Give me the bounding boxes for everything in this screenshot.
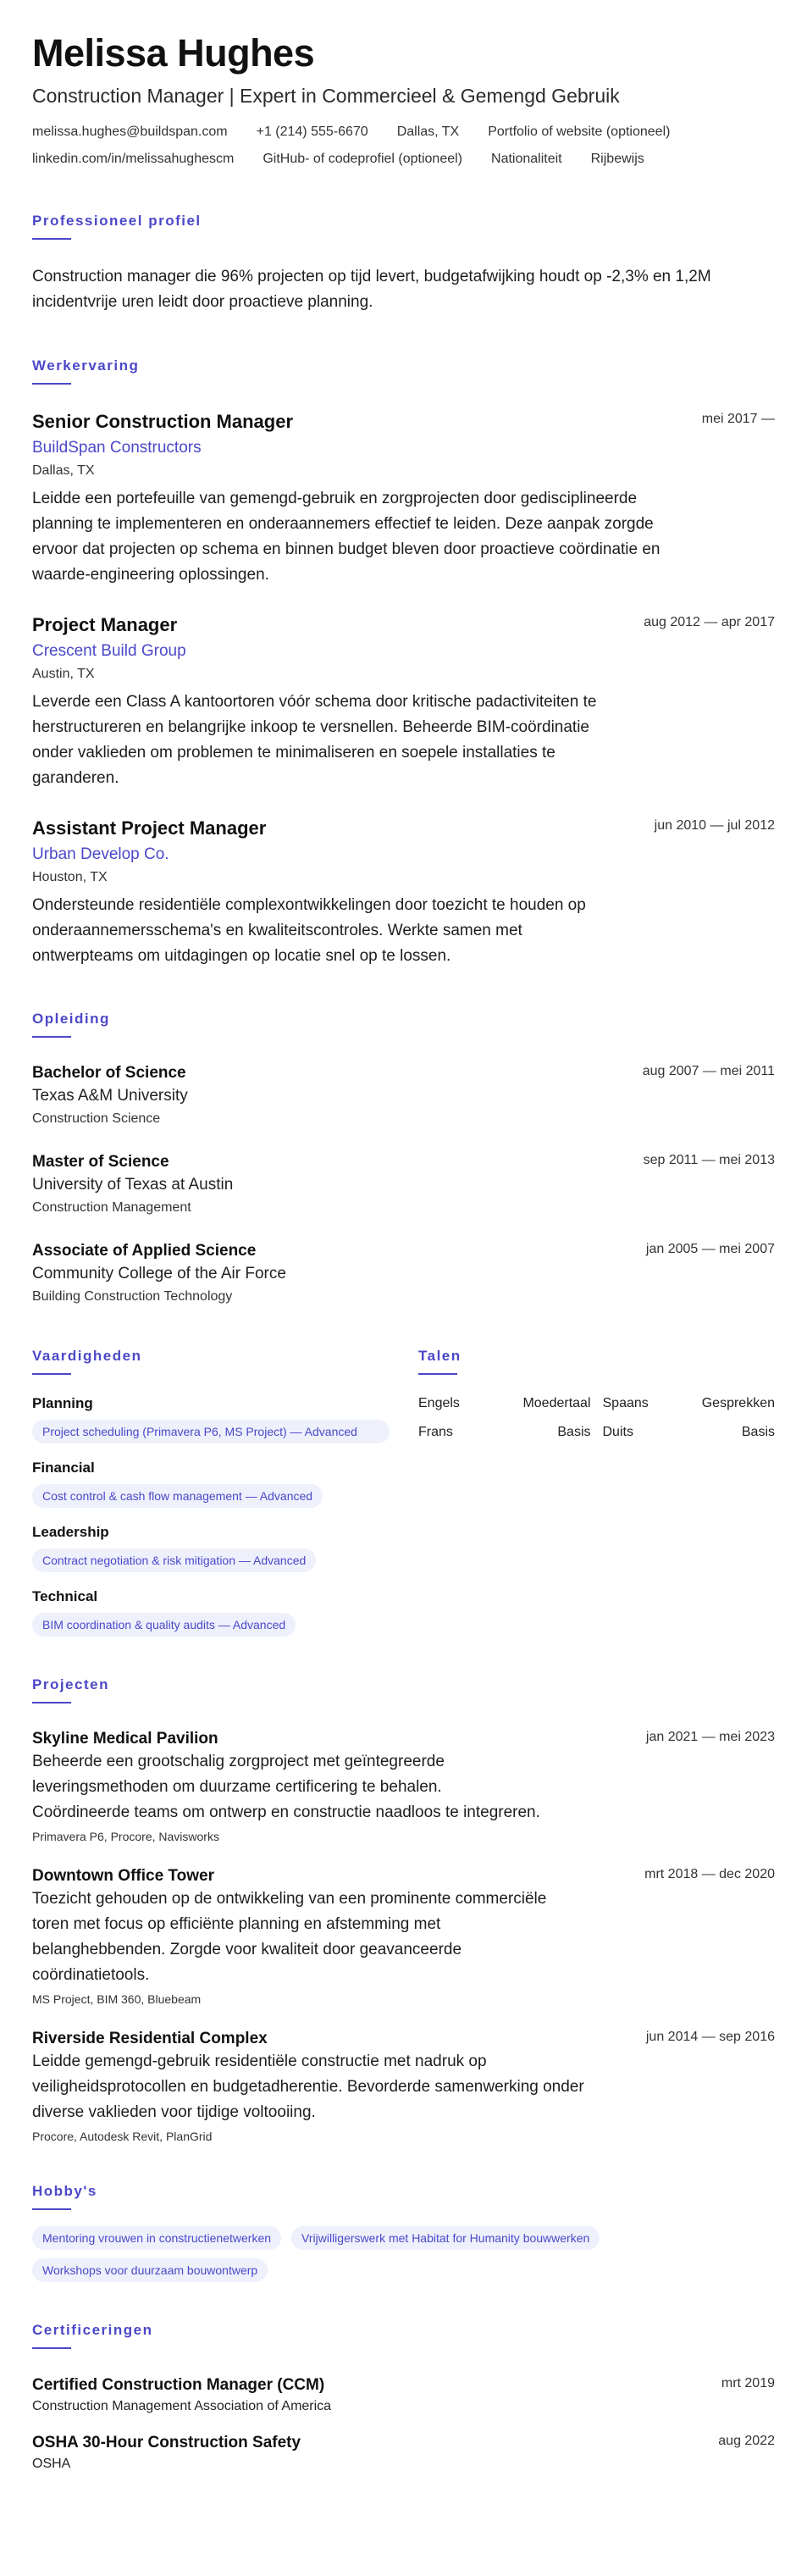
skill-group xyxy=(32,1394,390,1443)
hobbies-list xyxy=(32,2226,775,2282)
contact-nationality: Nationaliteit xyxy=(491,152,562,166)
language-level: Basis xyxy=(741,1425,775,1439)
project-title: Downtown Office Tower xyxy=(32,1867,214,1885)
experience-section xyxy=(32,357,775,969)
certification-issuer: Construction Management Association of America xyxy=(32,2399,332,2413)
education-degree: Master of Science xyxy=(32,1153,169,1171)
language-item xyxy=(418,1423,591,1442)
skill-group-title: Leadership xyxy=(32,1524,109,1540)
skill-group-title: Financial xyxy=(32,1460,95,1476)
section-divider xyxy=(32,1702,71,1703)
hobby-pill: Mentoring vrouwen in constructienetwerken xyxy=(32,2226,281,2250)
certification-date: mrt 2019 xyxy=(721,2376,775,2390)
project-description: Toezicht gehouden op de ontwikkeling van een prominente commerciële toren met focus op efficiënte planning en afstemming met belanghebbenden. Zorgde voor kwaliteit door geavanceerde coördinatietools. xyxy=(32,1890,547,1984)
profile-section xyxy=(32,212,775,315)
job-entry xyxy=(32,410,775,588)
job-location: Dallas, TX xyxy=(32,463,95,478)
language-item xyxy=(418,1394,591,1413)
job-date: jun 2010 — jul 2012 xyxy=(654,818,775,833)
education-date: sep 2011 — mei 2013 xyxy=(643,1153,775,1167)
section-divider xyxy=(32,383,71,385)
skills-languages-row xyxy=(32,1347,775,1637)
contact-drivers-license: Rijbewijs xyxy=(590,152,644,166)
section-title-hobbies: Hobby's xyxy=(32,2183,97,2199)
project-description: Beheerde een grootschalig zorgproject met geïntegreerde leveringsmethoden om duurzame certificering te behalen. Coördineerde teams om ontwerp en constructie naadloos te integreren. xyxy=(32,1753,540,1821)
education-degree: Associate of Applied Science xyxy=(32,1242,257,1260)
education-field: Construction Science xyxy=(32,1111,161,1126)
section-divider xyxy=(32,1036,71,1038)
language-item xyxy=(603,1394,776,1413)
education-entry xyxy=(32,1151,775,1217)
education-field: Construction Management xyxy=(32,1200,191,1215)
project-entry xyxy=(32,1865,775,2008)
job-company: Urban Develop Co. xyxy=(32,845,169,863)
language-name: Frans xyxy=(418,1425,453,1439)
education-school: Texas A&M University xyxy=(32,1087,188,1105)
project-tools: MS Project, BIM 360, Bluebeam xyxy=(32,1992,202,2006)
skill-group-title: Technical xyxy=(32,1588,98,1604)
education-field: Building Construction Technology xyxy=(32,1289,233,1304)
job-description: Ondersteunde residentiële complexontwikkelingen door toezicht te houden op onderaannemersschema's en kwaliteitscontroles. Werkte samen met ontwerpteams om uitdagingen op locatie snel op te lossen. xyxy=(32,896,586,965)
project-entry xyxy=(32,1728,775,1845)
project-tools: Primavera P6, Procore, Navisworks xyxy=(32,1830,219,1843)
certification-entry xyxy=(32,2432,775,2474)
project-date: jan 2021 — mei 2023 xyxy=(645,1730,775,1744)
education-school: University of Texas at Austin xyxy=(32,1176,234,1194)
section-divider xyxy=(32,2347,71,2349)
section-divider xyxy=(32,238,71,240)
contact-email[interactable]: melissa.hughes@buildspan.com xyxy=(32,125,228,139)
education-entry xyxy=(32,1062,775,1128)
certification-name: OSHA 30-Hour Construction Safety xyxy=(32,2434,301,2451)
job-location: Houston, TX xyxy=(32,870,108,884)
education-school: Community College of the Air Force xyxy=(32,1265,286,1282)
language-name: Duits xyxy=(602,1425,633,1439)
project-entry xyxy=(32,2028,775,2145)
certification-issuer: OSHA xyxy=(32,2457,71,2471)
education-section xyxy=(32,1010,775,1306)
candidate-name: Melissa Hughes xyxy=(32,31,315,75)
section-divider xyxy=(32,2208,71,2210)
contact-list xyxy=(32,124,775,168)
certification-date: aug 2022 xyxy=(718,2434,775,2448)
job-entry xyxy=(32,613,775,791)
skill-pill: BIM coordination & quality audits — Advanced xyxy=(32,1613,296,1637)
project-date: jun 2014 — sep 2016 xyxy=(645,2030,775,2044)
section-title-projects: Projecten xyxy=(32,1676,109,1692)
languages-section xyxy=(418,1347,775,1637)
job-date: aug 2012 — apr 2017 xyxy=(644,615,775,629)
education-entry xyxy=(32,1240,775,1306)
project-description: Leidde gemengd-gebruik residentiële constructie met nadruk op veiligheidsprotocollen en budgetadherentie. Bevorderde samenwerking onder diverse vaklieden voor tijdige voltooiing. xyxy=(32,2052,584,2121)
job-date: mei 2017 — xyxy=(701,412,775,426)
section-title-languages: Talen xyxy=(418,1348,462,1364)
project-tools: Procore, Autodesk Revit, PlanGrid xyxy=(32,2130,213,2143)
skills-section xyxy=(32,1347,390,1637)
candidate-headline: Construction Manager | Expert in Commercieel & Gemengd Gebruik xyxy=(32,85,620,107)
certification-name: Certified Construction Manager (CCM) xyxy=(32,2376,325,2394)
skill-pill: Cost control & cash flow management — Advanced xyxy=(32,1484,323,1508)
certification-entry xyxy=(32,2374,775,2416)
job-description: Leverde een Class A kantoortoren vóór schema door kritische padactiviteiten te herstructureren en belangrijke inkoop te versnellen. Beheerde BIM-coördinatie onder vaklieden om problemen te minimaliseren en soepele installaties te garanderen. xyxy=(32,693,597,787)
language-name: Spaans xyxy=(602,1396,649,1410)
job-company: BuildSpan Constructors xyxy=(32,439,202,457)
certifications-section xyxy=(32,2321,775,2474)
job-title: Assistant Project Manager xyxy=(32,817,267,839)
job-location: Austin, TX xyxy=(32,667,95,681)
skill-pill: Contract negotiation & risk mitigation — Advanced xyxy=(32,1548,316,1572)
skill-group-title: Planning xyxy=(32,1395,93,1411)
job-title: Project Manager xyxy=(32,614,178,635)
section-divider xyxy=(32,1373,71,1375)
language-name: Engels xyxy=(418,1396,460,1410)
skill-pill: Project scheduling (Primavera P6, MS Project) — Advanced xyxy=(32,1420,390,1443)
language-level: Basis xyxy=(557,1425,591,1439)
skill-group xyxy=(32,1587,390,1637)
job-company: Crescent Build Group xyxy=(32,642,186,660)
section-title-profile: Professioneel profiel xyxy=(32,213,202,229)
project-date: mrt 2018 — dec 2020 xyxy=(644,1867,775,1881)
languages-grid xyxy=(418,1394,775,1442)
skill-group xyxy=(32,1459,390,1508)
job-entry xyxy=(32,817,775,969)
section-divider xyxy=(418,1373,457,1375)
project-title: Riverside Residential Complex xyxy=(32,2030,268,2047)
language-item xyxy=(603,1423,776,1442)
projects-section xyxy=(32,1676,775,2145)
contact-location: Dallas, TX xyxy=(396,125,460,139)
contact-phone[interactable]: +1 (214) 555-6670 xyxy=(256,125,368,139)
section-title-experience: Werkervaring xyxy=(32,357,140,374)
section-title-certifications: Certificeringen xyxy=(32,2322,153,2338)
section-title-education: Opleiding xyxy=(32,1011,110,1027)
education-date: aug 2007 — mei 2011 xyxy=(642,1064,775,1078)
section-title-skills: Vaardigheden xyxy=(32,1348,142,1364)
resume-header xyxy=(32,32,775,168)
hobbies-section xyxy=(32,2182,775,2282)
job-description: Leidde een portefeuille van gemengd-gebruik en zorgprojecten door gedisciplineerde planning te implementeren en onderaannemers effectief te leiden. Deze aanpak zorgde ervoor dat projecten op schema en binnen budget bleven door proactieve coördinatie en waarde-engineering oplossingen. xyxy=(32,490,661,584)
education-date: jan 2005 — mei 2007 xyxy=(645,1242,775,1256)
hobby-pill: Workshops voor duurzaam bouwontwerp xyxy=(32,2258,268,2282)
project-title: Skyline Medical Pavilion xyxy=(32,1730,218,1748)
contact-github[interactable]: GitHub- of codeprofiel (optioneel) xyxy=(263,152,463,166)
contact-portfolio[interactable]: Portfolio of website (optioneel) xyxy=(488,125,671,139)
hobby-pill: Vrijwilligerswerk met Habitat for Humanity bouwwerken xyxy=(291,2226,600,2250)
profile-summary: Construction manager die 96% projecten op tijd levert, budgetafwijking houdt op -2,3% en 1,2M incidentvrije uren leidt door proactieve planning. xyxy=(32,268,711,311)
job-title: Senior Construction Manager xyxy=(32,411,294,432)
language-level: Moedertaal xyxy=(522,1396,591,1410)
language-level: Gesprekken xyxy=(701,1396,775,1410)
contact-linkedin[interactable]: linkedin.com/in/melissahughescm xyxy=(32,152,235,166)
skill-group xyxy=(32,1523,390,1572)
education-degree: Bachelor of Science xyxy=(32,1064,186,1082)
